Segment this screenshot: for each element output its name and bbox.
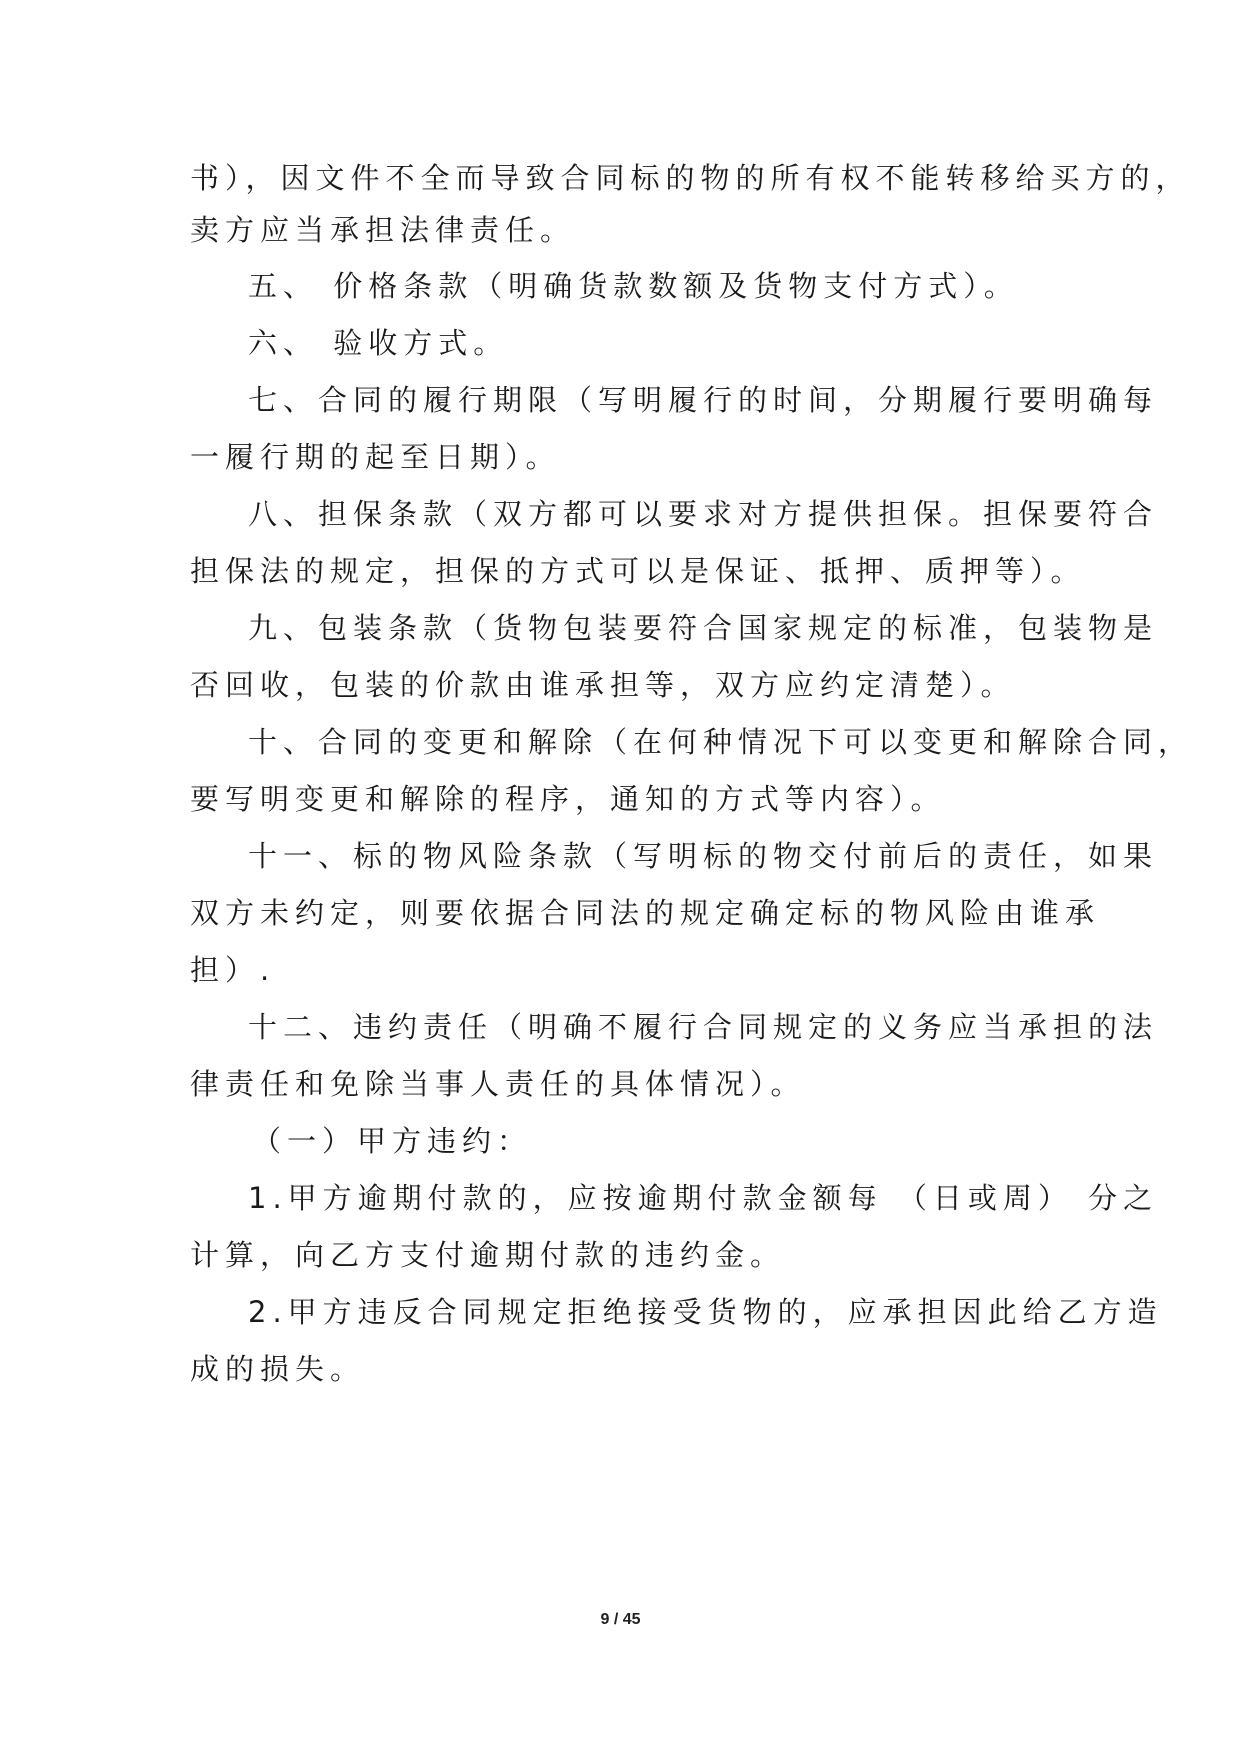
section-heading-twelve: 十二、违约责任（明确不履行合同规定的义务应当承担的法 [248, 1010, 1159, 1044]
body-text-line: 要写明变更和解除的程序，通知的方式等内容）。 [190, 782, 946, 816]
section-heading-eleven: 十一、标的物风险条款（写明标的物交付前后的责任，如果 [248, 839, 1159, 873]
body-text-line: 卖方应当承担法律责任。 [190, 213, 576, 247]
body-text-line: 书），因文件不全而导致合同标的物的所有权不能转移给买方的， [190, 161, 1191, 195]
section-heading-six: 六、 验收方式。 [248, 326, 509, 360]
body-text-line: 计算，向乙方支付逾期付款的违约金。 [190, 1238, 786, 1272]
page-number: 9 / 45 [600, 1611, 641, 1628]
body-text-line: 一履行期的起至日期）。 [190, 440, 561, 474]
body-text-line: 律责任和免除当事人责任的具体情况）。 [190, 1067, 806, 1101]
list-item-1: 1.甲方逾期付款的，应按逾期付款金额每 （日或周） 分之 [248, 1181, 1159, 1215]
body-text-line: 否回收，包装的价款由谁承担等，双方应约定清楚）。 [190, 668, 1016, 702]
body-text-line: 担保法的规定，担保的方式可以是保证、抵押、质押等）。 [190, 554, 1086, 588]
subsection-heading-party-a-breach: （一）甲方违约： [252, 1124, 533, 1158]
body-text-line: 成的损失。 [190, 1352, 366, 1386]
section-heading-five: 五、 价格条款（明确货款数额及货物支付方式）。 [248, 269, 1019, 303]
body-text-line: 双方未约定，则要依据合同法的规定确定标的物风险由谁承 [190, 896, 1101, 930]
section-heading-seven: 七、合同的履行期限（写明履行的时间，分期履行要明确每 [248, 383, 1159, 417]
list-item-2: 2.甲方违反合同规定拒绝接受货物的，应承担因此给乙方造 [248, 1295, 1163, 1329]
section-heading-nine: 九、包装条款（货物包装要符合国家规定的标准，包装物是 [248, 611, 1159, 645]
section-heading-eight: 八、担保条款（双方都可以要求对方提供担保。担保要符合 [248, 497, 1159, 531]
body-text-line: 担）. [190, 953, 276, 987]
section-heading-ten: 十、合同的变更和解除（在何种情况下可以变更和解除合同， [248, 725, 1194, 759]
